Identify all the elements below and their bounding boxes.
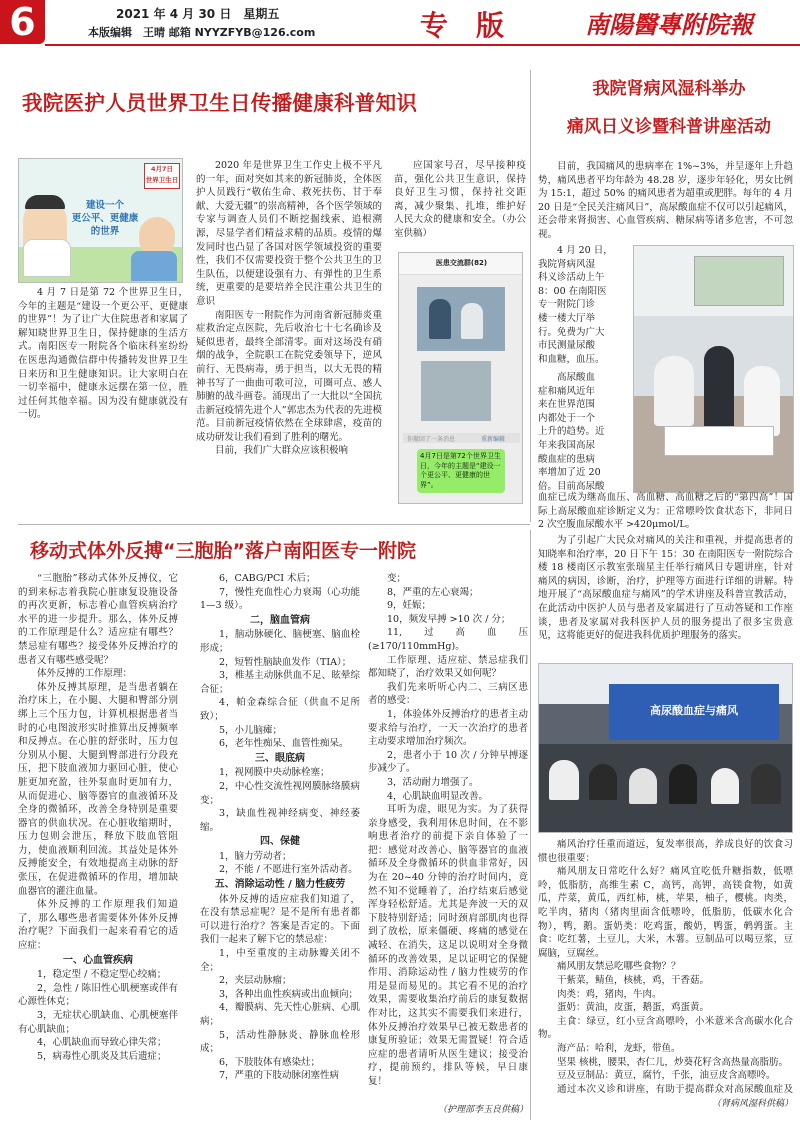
section-heading: 四、保健: [260, 836, 300, 848]
paragraph: 1，体验体外反搏治疗的患者主动要求给与治疗，一天一次治疗的患者主动要求增加治疗频次。: [368, 708, 528, 748]
paragraph: 体外反搏的工作原理：: [37, 668, 133, 680]
article3-col2: [200, 572, 360, 1120]
paragraph: 8，严重的左心衰竭；: [387, 586, 479, 598]
paragraph: 耳听为虚，眼见为实。为了获得亲身感受，我利用休息时间，在不影响患者治疗的前提下亲自体验了一把：感觉对改善心、脑等器官的血液循环及全身微循环的供血非常好，因为在 20~40 分钟的治疗时间内，竟然不知不觉睡着了，治疗结束后感觉浑身轻松舒适。尤其是奔波一天的双下肢特别舒适；同时颈肩部肌肉也得到了放松，原来僵硬、疼痛的感觉在减轻、在消失，这足以说明对全身微循环的改善效果，足以证明它的保健作用、消除运动性 / 脑力性疲劳的作用是显而易见的。其它看不见的治疗效果，需要收集治疗前后的康复数据作对比，这其实不需要我们来进行，体外反搏治疗效果早已被无数患者的康复所验证；效果无需置疑！符合适应症的患者请听从医生建议；接受治疗，提前预约，排队等候，早日康复！: [368, 804, 528, 1087]
article2-diet: 痛风治疗任重而道远，复发率很高，养成良好的饮食习惯也很重要： 痛风朋友日常吃什么好？痛风宜吃低升糖指数，低嘌呤，低脂肪，高维生素 C，高钙，高钾，高镁食物，如黄瓜，芹菜，黄瓜，西红柿，桃，苹果，柚子，樱桃。肉类，吃半肉，猪肉（猪肉里面含低嘌呤，低脂肪，低碳水化合物），鸭，鹅。蛋奶类：吃鸡蛋，酸奶，鸭蛋，鹌鹑蛋。主食：吃红薯，土豆儿，大米，木薯。豆制品可以喝豆浆，豆腐脑，豆腐丝。 痛风朋友禁忌吃哪些食物？？ 干紫菜，鲭鱼，核桃，鸡，干香菇。 肉类：鸡，猪肉，牛肉。 蛋奶：黄油，皮蛋，鹅蛋，鸡蛋黄。 主食：绿豆，红小豆含高嘌呤，小米薏米含高碳水化合物。 海产品：哈利，龙虾，带鱼。 坚果 核桃，腰果，杏仁儿，炒葵花籽含高热量高脂肪。 豆及豆制品：黄豆，腐竹，千张，油豆皮含高嘌呤。 通过本次义诊和讲座，有助于提高群众对高尿酸血症及: [538, 839, 793, 1094]
rule-a1-right: [530, 70, 531, 522]
article2-prevalence: 高尿酸血 症和痛风近年 来在世界范围 内都处于一个 上升的趋势。近 年来我国高尿 酸血症的患病 率增加了近 20 倍。目前高尿酸: [538, 372, 605, 492]
section-name: 专 版: [420, 9, 505, 42]
paragraph: 4，心肌缺血明显改善。: [387, 790, 489, 802]
chat-reedit: 重新编辑: [481, 436, 506, 443]
paragraph: 体外反搏其原理，是当患者躺在治疗床上，在小腿、大腿和臀部分别绑上三个压力包，计算机根据患者当时的心电图波形实时推算出反搏频率和反搏点。在心脏的舒张时，压力包分别从小腿、大腿到臀部进行分段充压，把下肢血液加力驱回心脏，使心脏更加充盈，往外泵血时更加有力，从而促进心、脑等器官的血液循环及全身的微循环，改善全身特别是重要器官的供血状况。在心脏收缩期时，压力包则会泄压，释放下肢血管阻力，使血液顺利回流。其益处是体外反搏能安全，有效地提高主动脉的舒张压，在促进微循环的作用，增加缺血器官的灌注血量。: [18, 681, 178, 897]
paragraph: 11,过高血压(≥170/110mmHg)。: [368, 627, 528, 652]
poster-date-tag: 4月7日 世界卫生日: [144, 163, 180, 189]
paragraph: 我们先来听听心内二、三病区患者的感受：: [368, 681, 528, 707]
article2-credit: （肾病风湿科供稿）: [711, 1099, 793, 1109]
paragraph: 体外反搏的适应症我们知道了，在没有禁忌症呢？是不是所有患者都可以进行治疗？答案是否定的。下面我们一起来了解下它的禁忌症：: [200, 893, 360, 946]
paragraph: 4，心肌缺血而导致心律失常；: [37, 1037, 167, 1049]
poster-slogan: 建设一个 更公平、更健康 的世界: [71, 200, 139, 237]
paragraph: 1，稳定型 / 不稳定型心绞痛；: [37, 969, 167, 981]
paragraph: 10，频发早搏 >10 次 / 分；: [387, 613, 511, 625]
chat-recall-note: 你撤回了一条消息: [407, 436, 456, 443]
article2-headline-line1: 我院肾病风湿科举办: [592, 79, 746, 99]
article1-headline: 我院医护人员世界卫生日传播健康科普知识: [22, 91, 418, 115]
paragraph: 5，病毒性心肌炎及其后遗症；: [37, 1050, 167, 1062]
header-rule: [45, 44, 800, 46]
paragraph: 1，视网膜中央动脉栓塞；: [219, 767, 330, 779]
paragraph: 变；: [387, 573, 407, 584]
paragraph: 4，瓣膜病、先天性心脏病、心肌病；: [200, 1002, 360, 1027]
world-health-day-poster: [18, 158, 183, 283]
wechat-group-screenshot: [398, 252, 523, 504]
paragraph: 3，缺血性视神经病变、神经萎缩。: [200, 808, 360, 833]
rule-a3-right: [530, 530, 531, 1120]
paragraph: 体外反搏的工作原理我们知道了，那么哪些患者需要体外体外反搏治疗呢？下面我们一起来看看它的适应症：: [18, 899, 178, 952]
paragraph: 2，夹层动脉瘤；: [219, 975, 292, 987]
paragraph: 3，各种出血性疾病或出血倾向；: [219, 988, 359, 1000]
paragraph: 2，短暂性脑缺血发作（TIA）；: [219, 656, 352, 668]
article2-event: 4 月 20 日， 我院肾病风湿 科义诊活动上午 8：00 在南阳医 专一附院门诊 楼一楼大厅举 行。免费为广大 市民测量尿酸 和血糖，血压。: [538, 245, 613, 365]
article3-headline: 移动式体外反搏“三胞胎”落户南阳医专一附院: [30, 540, 416, 562]
section-heading: 一、心血管疾病: [63, 954, 133, 966]
paragraph: 6，老年性痴呆、血管性痴呆。: [219, 738, 349, 750]
article2-lecture: 为了引起广大民众对痛风的关注和重视，并提高患者的知晓率和治疗率，20 日下午 15：30 在南阳医专一附院综合楼 18 楼南区示教室张瑞星主任举行痛风日专题讲座，针对痛风的病因，诊断，治疗，护理等方面进行详细的讲解。特地开展了“高尿酸血症与痛风”的学术讲座及科普宣教活动，在此活动中医护人员与患者及家属进行了互动答疑和工作座谈，患者及家属对我科医护人员的服务提出了很多宝贵意见，这将能更好的促进我科优质护理服务的落实。: [538, 535, 793, 642]
paragraph: 2，中心性交流性视网膜脉络膜病变；: [200, 780, 360, 806]
article2-definition: 血症已成为继高血压、高血糖、高血糖之后的“第四高”！国际上高尿酸血症诊断定义为：正常嘌呤饮食状态下，非同日 2 次空腹血尿酸水平 >420μmol/L。: [538, 492, 793, 531]
paragraph: 1，脑力劳动者；: [219, 850, 292, 862]
paragraph: 3，无症状心肌缺血、心肌梗塞伴有心肌缺血；: [18, 1010, 178, 1035]
chat-title: 医患交流群(82): [435, 259, 488, 267]
paragraph: 1，中至重度的主动脉瓣关闭不全；: [200, 948, 360, 973]
lecture-photo: [538, 663, 793, 833]
paragraph: 7，慢性充血性心力衰竭（心功能 1—3 级）。: [200, 586, 360, 612]
rule-a3-top: [18, 524, 530, 525]
paragraph: 5，活动性静脉炎、静脉血栓形成；: [200, 1029, 360, 1055]
paragraph: 工作原理、适应症、禁忌症我们都知晓了，治疗效果又如何呢？: [368, 654, 528, 680]
paragraph: 4，帕金森综合征（供血不足所致）；: [200, 697, 360, 722]
article2-intro: 目前，我国痛风的患病率在 1%~3%，并呈逐年上升趋势，痛风患者平均年龄为 48.28 岁，逐步年轻化，男女比例为 15:1，超过 50% 的痛风患者为超重或肥胖。每年的 4 月 20 日是“全民关注痛风日”，高尿酸血症不仅可以引起痛风，还会带来肾损害、心血管疾病、糖尿病等诸多危害，不可忽视。: [538, 161, 793, 240]
paragraph: 2，不能 / 不愿进行室外活动者。: [219, 864, 358, 876]
free-clinic-photo: [633, 245, 794, 493]
paragraph: 6，下肢肢体有感染灶；: [219, 1056, 321, 1068]
masthead: 南陽醫專附院報: [585, 10, 753, 39]
issue-date: 2021 年 4 月 30 日 星期五: [116, 7, 280, 21]
paragraph: 2，急性 / 陈旧性心肌梗塞或伴有心源性休克；: [18, 982, 178, 1008]
lecture-banner-text: 高尿酸血症与痛风: [650, 704, 738, 717]
paragraph: 9，妊娠；: [387, 600, 432, 612]
chat-bubble: 4月7日是第72个世界卫生日，今年的主题是“建设一个更公平、更健康的世界”。: [417, 449, 505, 493]
article1-col3: 应国家号召，尽早接种疫苗，强化公共卫生意识，保持良好卫生习惯，保持社交距离，减少聚集、扎堆，维护好人民大众的健康和安全。（办公室供稿）: [394, 160, 526, 239]
paragraph: “三胞胎”移动式体外反搏仪，它的到来标志着我院心脏康复设施设备的再次更新，标志着心血管疾病治疗水平的进一步提升。那么，体外反搏的工作原理是什么？适应症有哪些？禁忌症有哪些？接受体外反搏治疗的患者又有哪些感受呢？: [18, 573, 178, 666]
article1-col1: 4 月 7 日是第 72 个世界卫生日，今年的主题是“建设一个更公平、更健康的世界”！为了让广大住院患者和家属了解知晓世界卫生日，保持健康的生活方式。南阳医专一附院各个临床科室纷纷在医患沟通微信群中传播转发世界卫生日来历和卫生健康知识。让大家明白在一切幸福中，健康永远摆在第一位，胜过任何其他幸福。因为没有健康就没有一切。: [18, 287, 188, 421]
paragraph: 6，CABG/PCI 术后；: [219, 573, 316, 584]
article3-credit: （护理部李玉良供稿）: [437, 1105, 528, 1115]
section-heading: 五、消除运动性 / 脑力性疲劳: [214, 879, 346, 891]
paragraph: 1，脑动脉硬化、脑梗塞、脑血栓形成；: [200, 629, 360, 654]
paragraph: 3，活动耐力增强了。: [387, 776, 479, 788]
article3-col1: [18, 572, 178, 1120]
section-heading: 二，脑血管病: [250, 614, 310, 626]
article2-headline-line2: 痛风日义诊暨科普讲座活动: [567, 117, 771, 137]
article3-col3: [368, 572, 528, 1102]
paragraph: 5，小儿脑瘫；: [219, 724, 283, 736]
page-number-badge: [0, 0, 45, 44]
page-number: 6: [9, 0, 36, 44]
paragraph: 2，患者小于 10 次 / 分钟早搏逐步减少了。: [368, 749, 528, 775]
paragraph: 3，椎基主动脉供血不足、眩晕综合征；: [200, 670, 360, 695]
editor-line: 本版编辑 王晴 邮箱 NYYZFYB@126.com: [88, 26, 316, 39]
paragraph: 7，严重的下肢动脉闭塞性病: [219, 1070, 340, 1082]
article1-col2: 2020 年是世界卫生工作史上极不平凡的一年，面对突如其来的新冠肺炎，全体医护人员践行“敬佑生命、救死扶伤、甘于奉献、大爱无疆”的崇高精神，各个医学领域的专家与调查人员们不断挖掘线索、追根溯源，尽显学者们精益求精的品质。疫情的爆发同时也凸显了各国对医学领域投资的重要性，我们不仅需要投资于整个公共卫生的卫生队伍，以便建设强有力、有弹性的卫生系统，更重要的是要培养全民注重公共卫生的意识 南阳医专一附院作为河南省新冠肺炎重症救治定点医院，先后收治七十七名确诊及疑似患者，最终全部清零。面对这场没有硝烟的战争，全院职工在院党委领导下，逆风前行、无畏病毒，勇于担当，以大无畏的精神书写了一曲曲可歌可泣，可圈可点、感人肺腑的战斗画卷。涌现出了一大批以“全国抗击新冠疫情先进个人”郭忠杰为代表的先进模范。目前新冠疫情依然在全球肆虐，疫苗的成功研发让我们看到了胜利的曙光。 目前，我们广大群众应该积极响: [196, 160, 382, 457]
section-heading: 三、眼底病: [255, 752, 305, 764]
